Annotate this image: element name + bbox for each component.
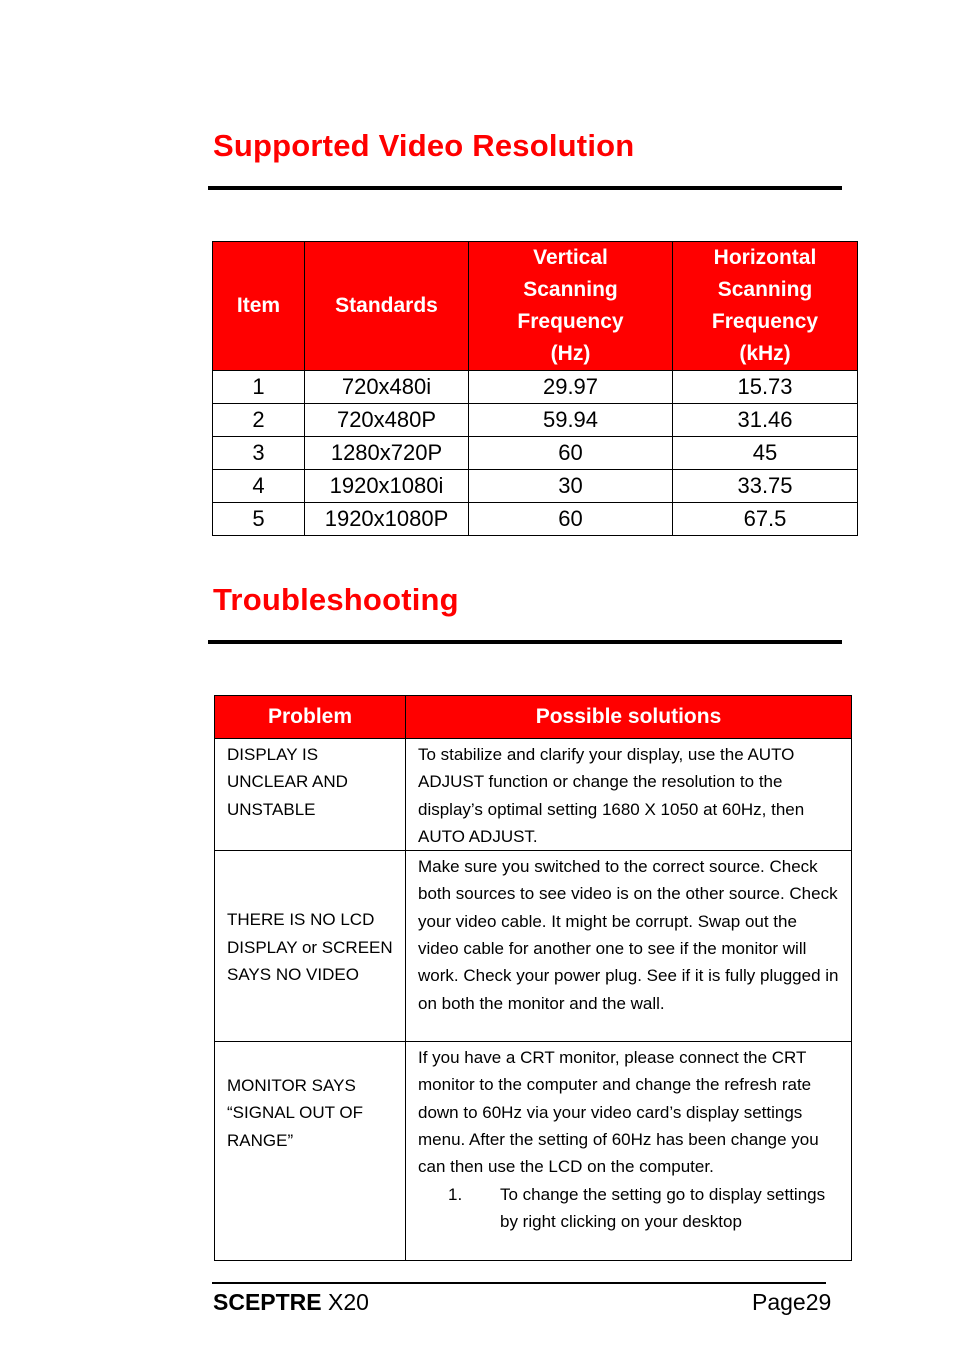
footer-brand: SCEPTRE (213, 1289, 322, 1315)
cell-vertical: 30 (469, 470, 673, 503)
header-solutions: Possible solutions (406, 696, 852, 739)
footer-divider (212, 1282, 826, 1284)
cell-item: 5 (213, 503, 305, 536)
list-item (418, 1181, 841, 1236)
cell-item: 4 (213, 470, 305, 503)
cell-standard: 1280x720P (305, 437, 469, 470)
table-row (213, 404, 858, 437)
title-underline (208, 640, 842, 644)
header-item: Item (213, 242, 305, 371)
header-vertical-frequency: Vertical Scanning Frequency (Hz) (469, 242, 673, 371)
header-problem: Problem (215, 696, 406, 739)
troubleshooting-table (214, 695, 852, 1261)
table-row (215, 1042, 852, 1261)
title-underline (208, 186, 842, 190)
footer-model: X20 (321, 1289, 369, 1315)
list-number: 1. (448, 1184, 463, 1204)
table-row (213, 470, 858, 503)
table-row (215, 739, 852, 851)
table-row (213, 371, 858, 404)
solution-cell: To stabilize and clarify your display, use the AUTO ADJUST function or change the resolution to the display’s optimal setting 1680 X 1050 at 60Hz, then AUTO ADJUST. (406, 739, 852, 851)
table-header-row (213, 242, 858, 371)
list-text: To change the setting go to display settings by right clicking on your desktop (500, 1184, 826, 1231)
problem-cell: THERE IS NO LCD DISPLAY or SCREEN SAYS NO VIDEO (215, 851, 406, 1042)
cell-item: 3 (213, 437, 305, 470)
cell-horizontal: 15.73 (673, 371, 858, 404)
cell-item: 2 (213, 404, 305, 437)
resolution-table (212, 241, 858, 536)
section-title-troubleshooting: Troubleshooting (213, 582, 459, 617)
cell-horizontal: 31.46 (673, 404, 858, 437)
cell-standard: 1920x1080i (305, 470, 469, 503)
table-header-row (215, 696, 852, 739)
solution-text: If you have a CRT monitor, please connect the CRT monitor to the computer and change the refresh rate down to 60Hz via your video card’s display settings menu. After the setting of 60Hz has been change you can then use the LCD on the computer. (418, 1048, 819, 1177)
solution-cell: Make sure you switched to the correct source. Check both sources to see video is on the other source. Check your video cable. It might be corrupt. Swap out the video cable for another one to see if the monitor will work. Check your power plug. See if it is fully plugged in on both the monitor and the wall. (406, 851, 852, 1042)
cell-standard: 1920x1080P (305, 503, 469, 536)
table-row (213, 503, 858, 536)
cell-vertical: 59.94 (469, 404, 673, 437)
cell-horizontal: 45 (673, 437, 858, 470)
table-row (213, 437, 858, 470)
cell-horizontal: 33.75 (673, 470, 858, 503)
cell-horizontal: 67.5 (673, 503, 858, 536)
cell-vertical: 29.97 (469, 371, 673, 404)
cell-standard: 720x480P (305, 404, 469, 437)
cell-vertical: 60 (469, 437, 673, 470)
header-horizontal-frequency: Horizontal Scanning Frequency (kHz) (673, 242, 858, 371)
page-number: Page29 (752, 1289, 832, 1315)
cell-vertical: 60 (469, 503, 673, 536)
cell-item: 1 (213, 371, 305, 404)
solution-cell (406, 1042, 852, 1261)
section-title-resolution: Supported Video Resolution (213, 128, 635, 163)
footer-brand-model (213, 1289, 369, 1316)
header-standards: Standards (305, 242, 469, 371)
cell-standard: 720x480i (305, 371, 469, 404)
table-row (215, 851, 852, 1042)
problem-cell: MONITOR SAYS “SIGNAL OUT OF RANGE” (215, 1042, 406, 1261)
problem-cell: DISPLAY IS UNCLEAR AND UNSTABLE (215, 739, 406, 851)
